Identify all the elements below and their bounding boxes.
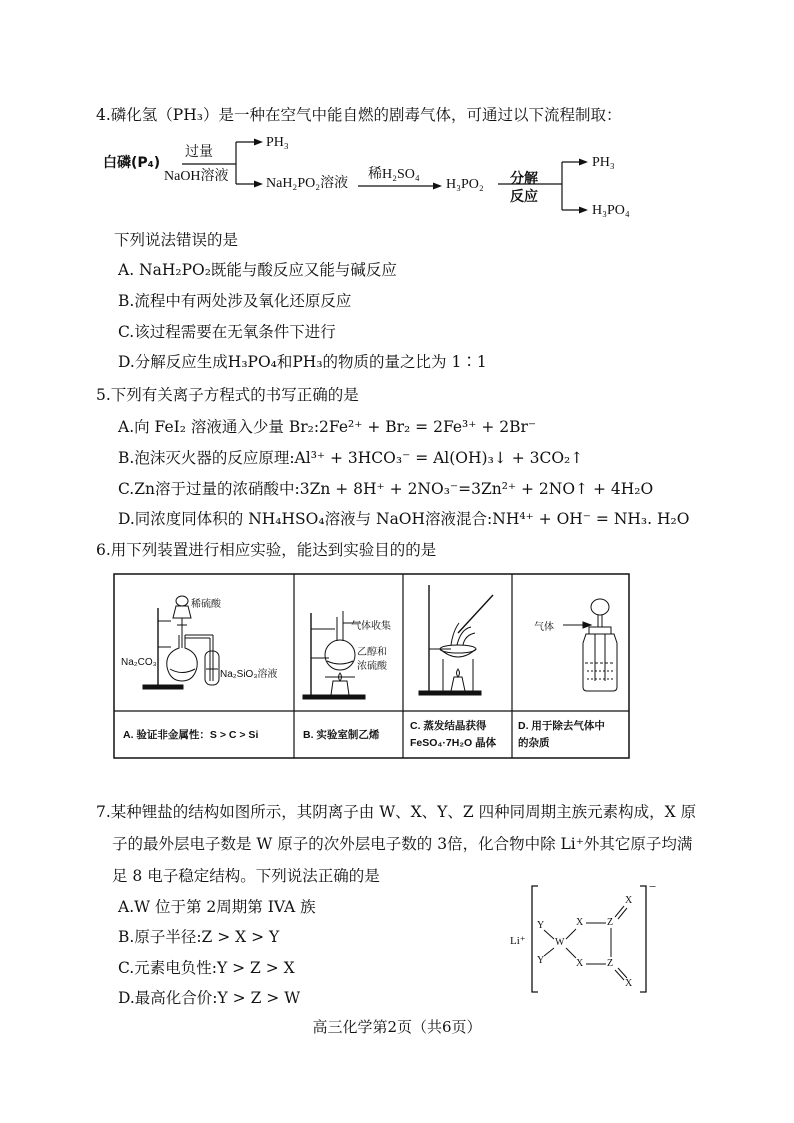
q7-option-a: A.W 位于第 2周期第 IVA 族 [118,898,316,916]
q7-option-c: C.元素电负性:Y > Z > X [118,959,295,977]
panel-a-label-na2sio3: Na₂SiO₃溶液 [220,669,278,680]
structure-svg [508,880,668,998]
q5-option-b: B.泡沫灭火器的反应原理:Al³⁺ + 3HCO₃⁻ = Al(OH)₃↓ + 3CO₂↑ [118,449,584,467]
q7-option-b: B.原子半径:Z > X > Y [118,928,280,946]
atom-y-lower: Y [537,955,545,966]
panel-a-label-na2co3: Na₂CO₃ [121,657,157,668]
atom-x-top: X [625,895,633,906]
q5-option-a: A.向 FeI₂ 溶液通入少量 Br₂:2Fe²⁺ + Br₂ = 2Fe³⁺ + 2Br⁻ [118,418,537,436]
q5-option-d: D.同浓度同体积的 NH₄HSO₄溶液与 NaOH溶液混合:NH⁴⁺ + OH⁻ = NH₃. H₂O [118,510,690,528]
q7-stem-line1: 7.某种锂盐的结构如图所示，其阴离子由 W、X、Y、Z 四种同周期主族元素构成，X 原 [96,803,697,821]
panel-c-caption-line2: FeSO₄·7H₂O 晶体 [410,737,497,749]
q4-flow-diagram [100,130,660,225]
panel-c-caption-line1: C. 蒸发结晶获得 [410,720,487,732]
panel-d-caption-line1: D. 用于除去气体中 [518,720,605,732]
atom-x-upper: X [576,917,584,928]
q6-apparatus-table [113,573,630,759]
q4-option-b: B.流程中有两处涉及氧化还原反应 [118,292,352,310]
q4-option-d: D.分解反应生成H₃PO₄和PH₃的物质的量之比为 1∶1 [118,353,487,371]
structure-charge: − [649,879,657,894]
panel-d-apparatus [563,599,617,691]
q4-stem: 4.磷化氢（PH₃）是一种在空气中能自燃的剧毒气体，可通过以下流程制取： [96,106,622,124]
atom-y-upper: Y [537,920,545,931]
flow-start: 白磷(P₄) [103,155,161,171]
panel-b-label-gas: 气体收集 [351,621,391,632]
panel-b-caption: B. 实验室制乙烯 [303,729,380,741]
flow-cond3-top: 分解 [510,171,538,187]
flow-prod1-upper: PH₃ [266,135,289,150]
panel-d-caption-line2: 的杂质 [518,737,550,749]
flow-cond3-bottom: 反应 [510,189,538,205]
q5-option-c: C.Zn溶于过量的浓硝酸中:3Zn + 8H⁺ + 2NO₃⁻=3Zn²⁺ + 2NO↑ + 4H₂O [118,480,654,498]
atom-w: W [555,937,565,948]
q7-structure-diagram [508,880,668,998]
panel-b-label-ethanol: 乙醇和 [357,647,387,658]
flow-cond1-top: 过量 [185,144,213,160]
structure-cation: Li⁺ [510,935,526,947]
flow-cond1-bottom: NaOH溶液 [164,169,229,184]
flow-cond2: 稀H₂SO₄ [368,167,420,182]
atom-z-lower: Z [607,958,614,969]
page-footer: 高三化学第2页（共6页） [312,1018,482,1036]
atom-x-bottom: X [625,978,633,989]
q6-stem: 6.用下列装置进行相应实验，能达到实验目的的是 [96,541,437,559]
panel-b-label-acid: 浓硫酸 [357,661,387,672]
flow-prod3-upper: PH₃ [592,155,615,170]
panel-a-caption: A. 验证非金属性：S > C > Si [123,729,259,741]
atom-z-upper: Z [607,917,614,928]
atom-x-lower: X [576,958,584,969]
q7-stem-line3: 足 8 电子稳定结构。下列说法正确的是 [112,867,380,885]
q7-stem-line2: 子的最外层电子数是 W 原子的次外层电子数的 3倍，化合物中除 Li⁺外其它原子均满 [112,835,693,853]
panel-c-apparatus [419,585,493,695]
flow-prod3-lower: H₃PO₄ [592,203,630,218]
flow-mid: H₃PO₂ [446,177,484,192]
q7-option-d: D.最高化合价:Y > Z > W [118,989,301,1007]
q4-option-c: C.该过程需要在无氧条件下进行 [118,323,336,341]
flow-prod1-lower: NaH₂PO₂溶液 [266,176,349,191]
q4-option-a: A. NaH₂PO₂既能与酸反应又能与碱反应 [118,261,397,279]
panel-d-label-gas: 气体 [534,622,554,633]
q4-question: 下列说法错误的是 [114,231,239,249]
panel-a-label-acid: 稀硫酸 [191,599,221,610]
q5-stem: 5.下列有关离子方程式的书写正确的是 [96,386,359,404]
